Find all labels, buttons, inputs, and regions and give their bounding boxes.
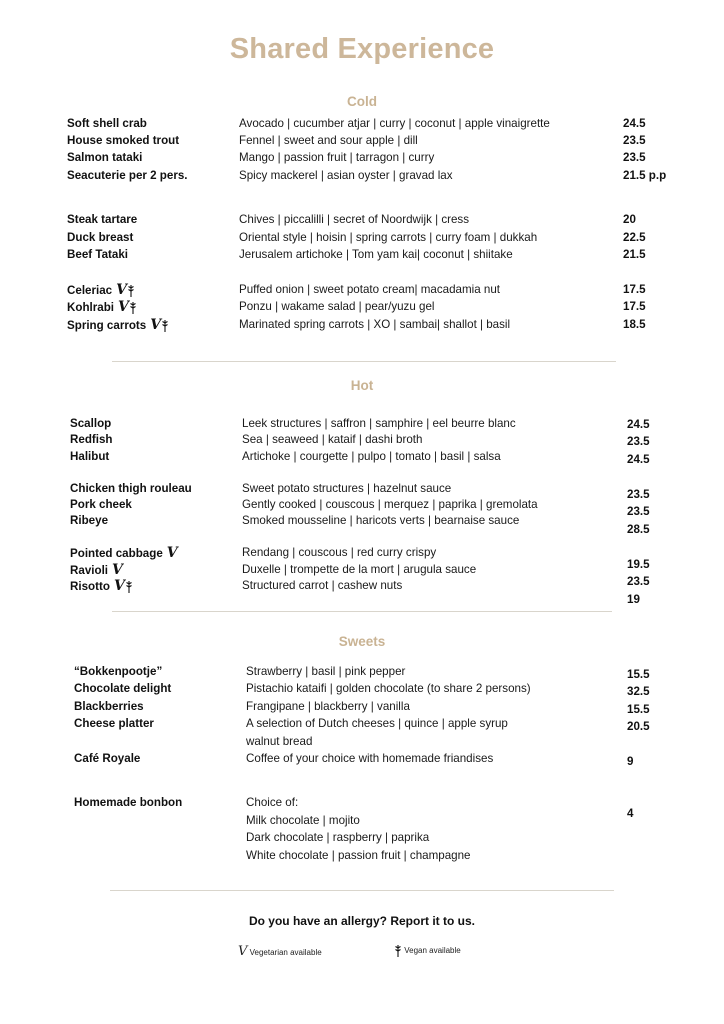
menu-item-price: 19: [627, 593, 640, 606]
vegan-icon: [394, 944, 402, 958]
item-name-text: Chocolate delight: [74, 682, 172, 695]
menu-item-name: [67, 150, 142, 166]
item-name-text: Halibut: [70, 450, 110, 463]
item-name-text: Kohlrabi: [67, 301, 115, 314]
menu-item-description: Spicy mackerel | asian oyster | gravad lax: [239, 169, 453, 182]
item-name-text: Risotto: [70, 580, 110, 593]
menu-item-name: [74, 681, 171, 697]
item-name-text: Pork cheek: [70, 498, 132, 511]
menu-item-name: [70, 449, 109, 465]
menu-item-price: 21.5: [623, 248, 646, 261]
menu-item-description: Puffed onion | sweet potato cream| macadamia nut: [239, 283, 501, 296]
menu-item-name: [74, 795, 182, 811]
item-name-text: Celeriac: [67, 284, 113, 297]
menu-item-description: Pistachio kataifi | golden chocolate (to share 2 persons): [246, 682, 531, 695]
item-name-text: Spring carrots: [67, 319, 147, 332]
menu-item-description: Frangipane | blackberry | vanilla: [246, 700, 410, 713]
menu-item-description: Marinated spring carrots | XO | sambai| shallot | basil: [239, 318, 511, 331]
section-heading-hot: Hot: [350, 378, 374, 393]
legend-vegetarian-label: Vegetarian available: [249, 948, 322, 957]
menu-item-price: 20: [623, 213, 636, 226]
legend-vegan-label: Vegan available: [404, 946, 461, 956]
menu-item-name: [67, 230, 133, 246]
menu-item-name: [70, 578, 133, 595]
menu-item-description: Ponzu | wakame salad | pear/yuzu gel: [239, 300, 435, 313]
menu-item-name: [67, 133, 179, 149]
menu-item-price: 24.5: [623, 117, 646, 130]
menu-item-price: 23.5: [623, 151, 646, 164]
legend-vegan: [394, 944, 461, 958]
menu-item-description: Chives | piccalilli | secret of Noordwijk | cress: [239, 213, 470, 226]
menu-item-name: [70, 513, 108, 529]
menu-item-name: [70, 432, 113, 448]
vegan-icon: [127, 284, 135, 298]
menu-item-description: Leek structures | saffron | samphire | eel beurre blanc: [242, 417, 516, 430]
menu-item-name: [67, 116, 147, 132]
menu-item-description: Artichoke | courgette | pulpo | tomato | basil | salsa: [242, 450, 501, 463]
vegan-icon: [161, 319, 169, 333]
menu-item-name: [74, 716, 154, 732]
menu-item-price: 15.5: [627, 703, 650, 716]
page-title: Shared Experience: [229, 33, 495, 65]
menu-item-name: [70, 497, 132, 513]
menu-item-description: Choice of:: [246, 796, 299, 809]
divider: [110, 890, 614, 891]
menu-item-price: 20.5: [627, 720, 650, 733]
menu-item-description: Sea | seaweed | kataif | dashi broth: [242, 433, 423, 446]
menu-item-description: A selection of Dutch cheeses | quince | apple syrup: [246, 717, 508, 730]
menu-item-description: Sweet potato structures | hazelnut sauce: [242, 482, 452, 495]
divider: [112, 611, 612, 612]
menu-item-price: 24.5: [627, 453, 650, 466]
allergy-notice: Do you have an allergy? Report it to us.: [248, 914, 476, 928]
menu-item-price: 15.5: [627, 668, 650, 681]
menu-item-price: 23.5: [623, 134, 646, 147]
vegetarian-icon: V: [118, 299, 129, 315]
item-name-text: Café Royale: [74, 752, 141, 765]
menu-item-name: [67, 282, 135, 299]
menu-item-price: 23.5: [627, 575, 650, 588]
vegetarian-icon: V: [238, 944, 248, 959]
menu-item-description: Avocado | cucumber atjar | curry | coconut | apple vinaigrette: [239, 117, 550, 130]
divider: [112, 361, 616, 362]
vegetarian-icon: V: [166, 545, 178, 561]
menu-item-price: 23.5: [627, 505, 650, 518]
vegetarian-icon: V: [113, 578, 125, 594]
item-name-text: Pointed cabbage: [70, 547, 163, 560]
menu-item-description: Milk chocolate | mojito: [246, 813, 360, 827]
item-name-text: Cheese platter: [74, 717, 154, 730]
menu-item-description: Jerusalem artichoke | Tom yam kai| coconut | shiitake: [239, 248, 513, 261]
item-name-text: Duck breast: [67, 231, 134, 244]
item-name-text: Chicken thigh rouleau: [70, 482, 192, 495]
item-name-text: Homemade bonbon: [74, 796, 183, 809]
menu-item-name: [70, 416, 111, 432]
menu-item-price: 21.5 p.p: [623, 169, 667, 182]
menu-item-description: Mango | passion fruit | tarragon | curry: [239, 151, 435, 164]
menu-item-price: 17.5: [623, 283, 646, 296]
menu-item-name: [67, 247, 128, 263]
vegetarian-icon: V: [112, 562, 123, 578]
menu-item-name: [67, 317, 169, 334]
menu-item-description: Fennel | sweet and sour apple | dill: [239, 134, 418, 147]
menu-item-price: 17.5: [623, 300, 646, 313]
item-name-text: Steak tartare: [67, 213, 138, 226]
menu-item-name: [74, 699, 144, 715]
menu-item-description: Structured carrot | cashew nuts: [242, 579, 403, 592]
menu-item-price: 23.5: [627, 488, 650, 501]
menu-item-description: White chocolate | passion fruit | champagne: [246, 848, 471, 862]
item-name-text: “Bokkenpootje”: [74, 665, 163, 678]
menu-item-name: [67, 212, 137, 228]
item-name-text: Ravioli: [70, 564, 109, 577]
menu-item-price: 23.5: [627, 435, 650, 448]
menu-item-name: [67, 168, 188, 184]
menu-item-name: [70, 481, 192, 497]
menu-item-name: [74, 751, 140, 767]
item-name-text: Salmon tataki: [67, 151, 143, 164]
menu-item-price: 22.5: [623, 231, 646, 244]
menu-item-description: Dark chocolate | raspberry | paprika: [246, 831, 430, 845]
menu-item-description: Coffee of your choice with homemade friandises: [246, 752, 494, 765]
item-name-text: Scallop: [70, 417, 112, 430]
item-name-text: House smoked trout: [67, 134, 180, 147]
menu-item-description: Strawberry | basil | pink pepper: [246, 665, 406, 678]
item-name-text: Seacuterie per 2 pers.: [67, 169, 188, 182]
item-name-text: Ribeye: [70, 514, 109, 527]
menu-item-name: [74, 664, 162, 680]
menu-item-name: [67, 299, 137, 316]
menu-item-description: Rendang | couscous | red curry crispy: [242, 546, 437, 559]
item-name-text: Redfish: [70, 433, 113, 446]
menu-item-price: 32.5: [627, 685, 650, 698]
menu-item-price: 28.5: [627, 523, 650, 536]
vegetarian-icon: V: [150, 317, 162, 333]
menu-item-price: 4: [627, 807, 634, 820]
vegan-icon: [125, 580, 133, 594]
menu-item-description: Gently cooked | couscous | merquez | paprika | gremolata: [242, 498, 538, 511]
menu-item-name: [70, 562, 123, 579]
menu-item-name: [70, 545, 178, 562]
section-heading-sweets: Sweets: [338, 634, 386, 649]
vegetarian-icon: V: [116, 282, 127, 298]
menu-item-price: 9: [627, 755, 634, 768]
menu-item-price: 18.5: [623, 318, 646, 331]
legend-vegetarian: [238, 944, 322, 959]
item-name-text: Blackberries: [74, 700, 144, 713]
item-name-text: Beef Tataki: [67, 248, 128, 261]
menu-item-description: Smoked mousseline | haricots verts | bearnaise sauce: [242, 514, 520, 527]
item-name-text: Soft shell crab: [67, 117, 147, 130]
section-heading-cold: Cold: [347, 94, 377, 109]
vegan-icon: [129, 301, 137, 315]
menu-item-price: 24.5: [627, 418, 650, 431]
menu-item-description: Oriental style | hoisin | spring carrots | curry foam | dukkah: [239, 231, 538, 244]
menu-item-description: Duxelle | trompette de la mort | arugula sauce: [242, 563, 477, 576]
menu-item-price: 19.5: [627, 558, 650, 571]
menu-item-description: walnut bread: [246, 734, 313, 748]
